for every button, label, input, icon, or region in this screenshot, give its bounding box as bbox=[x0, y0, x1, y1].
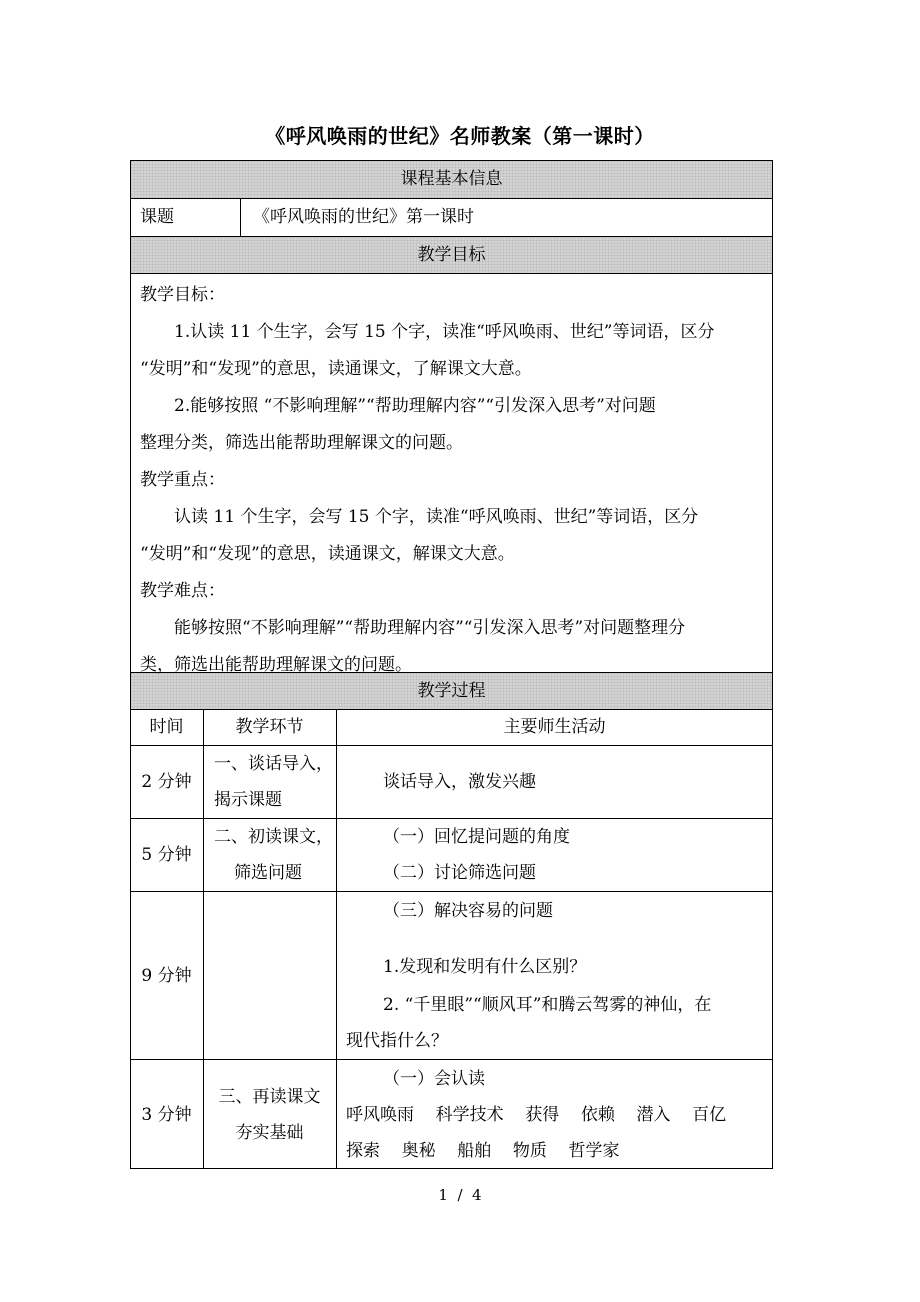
row-3-activity-line-3: 2. “千里眼”“顺风耳”和腾云驾雾的神仙，在 bbox=[383, 995, 712, 1015]
row-3-activity-line-1: （三）解决容易的问题 bbox=[383, 901, 553, 921]
row-4-stage-line-1: 三、再读课文 bbox=[218, 1087, 321, 1107]
row-4-stage-line-2: 夯实基础 bbox=[235, 1123, 304, 1143]
row-4-activity-line-1: （一）会认读 bbox=[383, 1069, 485, 1089]
key-points-line-2: “发明”和“发现”的意思，读通课文，解课文大意。 bbox=[140, 544, 515, 564]
row-3-activity-line-2: 1.发现和发明有什么区别？ bbox=[383, 957, 587, 977]
difficulty-heading: 教学难点： bbox=[140, 581, 225, 601]
section-header-goals: 教学目标 bbox=[417, 245, 486, 265]
page-title: 《呼风唤雨的世纪》名师教案（第一课时） bbox=[265, 124, 655, 148]
row-3-time: 9 分钟 bbox=[141, 966, 192, 986]
difficulty-line-2: 类，筛选出能帮助理解课文的问题。 bbox=[140, 655, 412, 675]
page-number: 1 / 4 bbox=[438, 1186, 482, 1204]
goal-1-line-2: “发明”和“发现”的意思，读通课文，了解课文大意。 bbox=[140, 359, 532, 379]
goal-2-line-2: 整理分类，筛选出能帮助理解课文的问题。 bbox=[140, 433, 463, 453]
goals-heading: 教学目标： bbox=[140, 285, 225, 305]
column-header-stage: 教学环节 bbox=[235, 717, 304, 737]
key-points-heading: 教学重点： bbox=[140, 470, 225, 490]
topic-value: 《呼风唤雨的世纪》第一课时 bbox=[253, 207, 474, 227]
row-1-stage-line-2: 揭示课题 bbox=[214, 790, 282, 810]
row-2-stage-line-1: 二、初读课文， bbox=[214, 827, 333, 847]
section-header-basic-info: 课程基本信息 bbox=[400, 169, 503, 189]
row-4-activity-line-3: 探索 奥秘 船舶 物质 哲学家 bbox=[346, 1141, 620, 1161]
key-points-line-1: 认读 11 个生字，会写 15 个字，读准“呼风唤雨、世纪”等词语，区分 bbox=[174, 507, 699, 527]
row-3-activity-line-4: 现代指什么？ bbox=[346, 1031, 448, 1051]
column-header-time: 时间 bbox=[149, 717, 184, 737]
row-4-time: 3 分钟 bbox=[141, 1105, 192, 1125]
column-header-activity: 主要师生活动 bbox=[503, 717, 606, 737]
row-1-time: 2 分钟 bbox=[141, 772, 192, 792]
section-header-process: 教学过程 bbox=[417, 681, 486, 701]
row-2-activity-line-2: （二）讨论筛选问题 bbox=[383, 863, 536, 883]
row-2-activity-line-1: （一）回忆提问题的角度 bbox=[383, 827, 570, 847]
row-1-activity-line-1: 谈话导入，激发兴趣 bbox=[383, 772, 536, 792]
difficulty-line-1: 能够按照“不影响理解”“帮助理解内容”“引发深入思考”对问题整理分 bbox=[174, 618, 686, 638]
row-4-activity-line-2: 呼风唤雨 科学技术 获得 依赖 潜入 百亿 bbox=[346, 1105, 727, 1125]
row-2-time: 5 分钟 bbox=[141, 845, 192, 865]
row-2-stage-line-2: 筛选问题 bbox=[234, 863, 302, 883]
goal-1-line-1: 1.认读 11 个生字，会写 15 个字，读准“呼风唤雨、世纪”等词语，区分 bbox=[174, 322, 715, 342]
goal-2-line-1: 2.能够按照 “不影响理解”“帮助理解内容”“引发深入思考”对问题 bbox=[174, 396, 656, 416]
topic-label: 课题 bbox=[140, 207, 174, 227]
row-1-stage-line-1: 一、谈话导入， bbox=[214, 754, 333, 774]
